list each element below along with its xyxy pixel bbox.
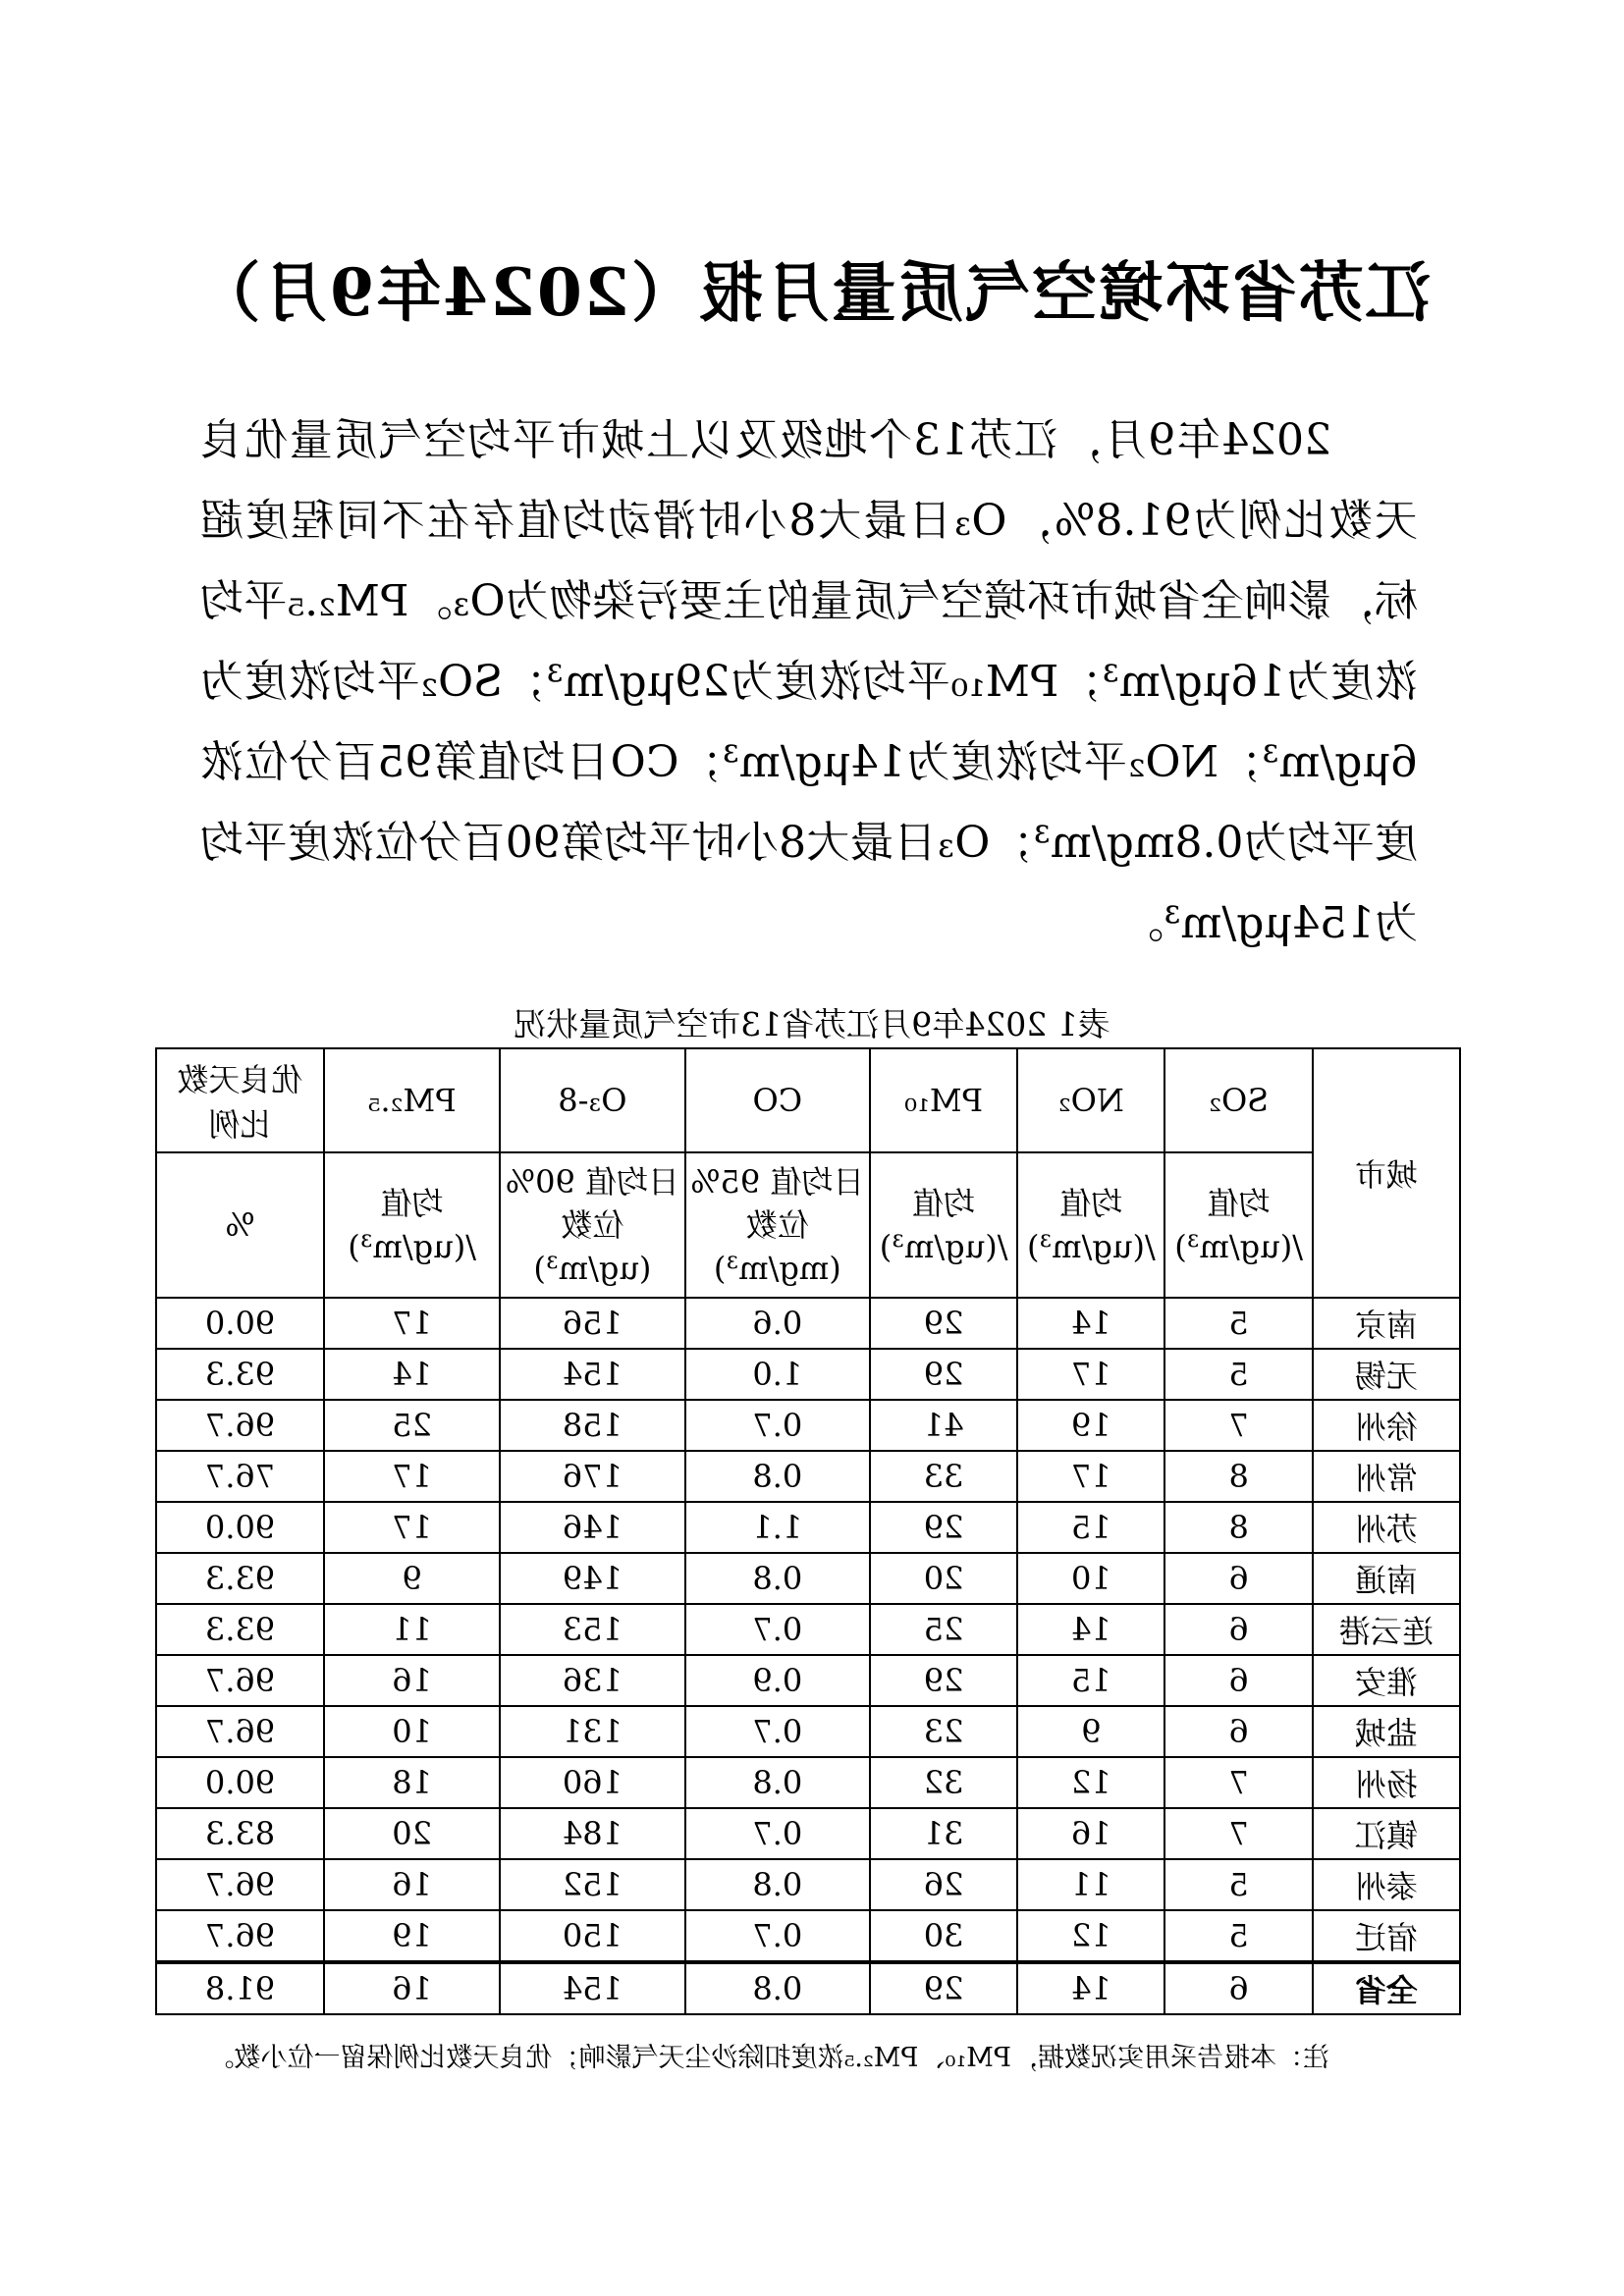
value-cell: 14 <box>324 1349 500 1400</box>
value-cell: 0.8 <box>685 1859 870 1910</box>
table-row <box>156 1604 1460 1655</box>
value-cell: 0.8 <box>685 1962 870 2014</box>
value-cell: 10 <box>1017 1553 1164 1604</box>
value-cell: 0.8 <box>685 1451 870 1502</box>
value-cell: 15 <box>1017 1655 1164 1706</box>
city-cell: 连云港 <box>1313 1604 1460 1655</box>
value-cell: 29 <box>870 1655 1017 1706</box>
report-title: 江苏省环境空气质量月报（2024年9月） <box>193 254 1431 331</box>
value-cell: 26 <box>870 1859 1017 1910</box>
value-cell: 6 <box>1165 1553 1313 1604</box>
value-cell: 12 <box>1017 1910 1164 1962</box>
value-cell: 10 <box>324 1706 500 1757</box>
value-cell: 32 <box>870 1757 1017 1808</box>
table-row <box>156 1451 1460 1502</box>
table-row <box>156 1502 1460 1553</box>
value-cell: 5 <box>1165 1349 1313 1400</box>
city-cell: 淮安 <box>1313 1655 1460 1706</box>
value-cell: 8 <box>1165 1502 1313 1553</box>
value-cell: 76.7 <box>156 1451 324 1502</box>
value-cell: 31 <box>870 1808 1017 1859</box>
summary-paragraph: 2024年9月，江苏13个地级及以上城市平均空气质量优良天数比例为91.8%，O₃日最大8小时滑动均值存在不同程度超标，影响全省城市环境空气质量的主要污染物为O₃。PM₂.₅平均浓度为16μg/m³；PM₁₀平均浓度为29μg/m³；SO₂平均浓度为6μg/m³；NO₂平均浓度为14μg/m³；CO日均值第95百分位浓度平均为0.8mg/m³；O₃日最大8小时平均第90百分位浓度平均为154μg/m³。 <box>200 415 1418 948</box>
header-pm10: PM₁₀ <box>870 1048 1017 1152</box>
city-cell: 无锡 <box>1313 1349 1460 1400</box>
value-cell: 7 <box>1165 1400 1313 1451</box>
value-cell: 16 <box>324 1962 500 2014</box>
value-cell: 146 <box>500 1502 684 1553</box>
value-cell: 14 <box>1017 1604 1164 1655</box>
value-cell: 6 <box>1165 1962 1313 2014</box>
city-cell: 扬州 <box>1313 1757 1460 1808</box>
table-row <box>156 1962 1460 2014</box>
city-cell: 镇江 <box>1313 1808 1460 1859</box>
value-cell: 18 <box>324 1757 500 1808</box>
air-quality-table <box>155 1047 1461 2015</box>
value-cell: 91.8 <box>156 1962 324 2014</box>
value-cell: 93.3 <box>156 1553 324 1604</box>
table-row <box>156 1349 1460 1400</box>
value-cell: 25 <box>324 1400 500 1451</box>
value-cell: 90.0 <box>156 1298 324 1349</box>
table-row <box>156 1553 1460 1604</box>
city-cell: 南通 <box>1313 1553 1460 1604</box>
value-cell: 176 <box>500 1451 684 1502</box>
city-cell: 徐州 <box>1313 1400 1460 1451</box>
value-cell: 11 <box>324 1604 500 1655</box>
table-row <box>156 1808 1460 1859</box>
city-cell: 泰州 <box>1313 1859 1460 1910</box>
value-cell: 7 <box>1165 1808 1313 1859</box>
value-cell: 93.3 <box>156 1604 324 1655</box>
value-cell: 5 <box>1165 1298 1313 1349</box>
header-co: CO <box>685 1048 870 1152</box>
value-cell: 0.7 <box>685 1604 870 1655</box>
value-cell: 11 <box>1017 1859 1164 1910</box>
value-cell: 14 <box>1017 1962 1164 2014</box>
subheader-no2: 均值 /(ug/m³) <box>1017 1152 1164 1298</box>
value-cell: 29 <box>870 1349 1017 1400</box>
value-cell: 0.6 <box>685 1298 870 1349</box>
value-cell: 96.7 <box>156 1859 324 1910</box>
value-cell: 25 <box>870 1604 1017 1655</box>
header-so2: SO₂ <box>1165 1048 1313 1152</box>
value-cell: 96.7 <box>156 1706 324 1757</box>
value-cell: 149 <box>500 1553 684 1604</box>
value-cell: 15 <box>1017 1502 1164 1553</box>
value-cell: 29 <box>870 1962 1017 2014</box>
value-cell: 154 <box>500 1349 684 1400</box>
table-row <box>156 1655 1460 1706</box>
subheader-o3-8: 日均值 90%位数 (ug/m³) <box>500 1152 684 1298</box>
value-cell: 6 <box>1165 1604 1313 1655</box>
table-row <box>156 1859 1460 1910</box>
header-pm25: PM₂.₅ <box>324 1048 500 1152</box>
value-cell: 29 <box>870 1502 1017 1553</box>
value-cell: 20 <box>324 1808 500 1859</box>
value-cell: 0.7 <box>685 1400 870 1451</box>
table-body <box>156 1298 1460 2014</box>
value-cell: 12 <box>1017 1757 1164 1808</box>
value-cell: 150 <box>500 1910 684 1962</box>
value-cell: 17 <box>1017 1451 1164 1502</box>
value-cell: 17 <box>324 1298 500 1349</box>
subheader-good-days: % <box>156 1152 324 1298</box>
value-cell: 16 <box>324 1655 500 1706</box>
value-cell: 154 <box>500 1962 684 2014</box>
value-cell: 96.7 <box>156 1655 324 1706</box>
city-cell: 全省 <box>1313 1962 1460 2014</box>
value-cell: 83.3 <box>156 1808 324 1859</box>
value-cell: 29 <box>870 1298 1017 1349</box>
value-cell: 1.0 <box>685 1349 870 1400</box>
value-cell: 9 <box>1017 1706 1164 1757</box>
value-cell: 41 <box>870 1400 1017 1451</box>
value-cell: 152 <box>500 1859 684 1910</box>
value-cell: 153 <box>500 1604 684 1655</box>
value-cell: 184 <box>500 1808 684 1859</box>
table-row <box>156 1400 1460 1451</box>
header-o3-8: O₃-8 <box>500 1048 684 1152</box>
value-cell: 0.7 <box>685 1808 870 1859</box>
value-cell: 6 <box>1165 1706 1313 1757</box>
value-cell: 8 <box>1165 1451 1313 1502</box>
table-caption: 表1 2024年9月江苏省13市空气质量状况 <box>514 1005 1110 1043</box>
value-cell: 9 <box>324 1553 500 1604</box>
city-cell: 宿迁 <box>1313 1910 1460 1962</box>
value-cell: 0.8 <box>685 1757 870 1808</box>
subheader-pm25: 均值 /(ug/m³) <box>324 1152 500 1298</box>
value-cell: 16 <box>324 1859 500 1910</box>
table-row <box>156 1706 1460 1757</box>
table-row <box>156 1298 1460 1349</box>
header-city: 城市 <box>1313 1048 1460 1298</box>
value-cell: 20 <box>870 1553 1017 1604</box>
value-cell: 30 <box>870 1910 1017 1962</box>
city-cell: 常州 <box>1313 1451 1460 1502</box>
value-cell: 17 <box>324 1502 500 1553</box>
value-cell: 158 <box>500 1400 684 1451</box>
city-cell: 盐城 <box>1313 1706 1460 1757</box>
value-cell: 136 <box>500 1655 684 1706</box>
value-cell: 6 <box>1165 1655 1313 1706</box>
header-good-days: 优良天数 比例 <box>156 1048 324 1152</box>
value-cell: 131 <box>500 1706 684 1757</box>
value-cell: 0.8 <box>685 1553 870 1604</box>
value-cell: 1.1 <box>685 1502 870 1553</box>
value-cell: 19 <box>324 1910 500 1962</box>
subheader-co: 日均值 95%位数 (mg/m³) <box>685 1152 870 1298</box>
city-cell: 南京 <box>1313 1298 1460 1349</box>
value-cell: 17 <box>1017 1349 1164 1400</box>
value-cell: 5 <box>1165 1910 1313 1962</box>
value-cell: 93.3 <box>156 1349 324 1400</box>
value-cell: 0.7 <box>685 1706 870 1757</box>
value-cell: 0.9 <box>685 1655 870 1706</box>
value-cell: 160 <box>500 1757 684 1808</box>
table-row <box>156 1910 1460 1962</box>
value-cell: 17 <box>324 1451 500 1502</box>
value-cell: 0.7 <box>685 1910 870 1962</box>
city-cell: 苏州 <box>1313 1502 1460 1553</box>
value-cell: 19 <box>1017 1400 1164 1451</box>
value-cell: 5 <box>1165 1859 1313 1910</box>
header-no2: NO₂ <box>1017 1048 1164 1152</box>
value-cell: 16 <box>1017 1808 1164 1859</box>
value-cell: 7 <box>1165 1757 1313 1808</box>
subheader-pm10: 均值 /(ug/m³) <box>870 1152 1017 1298</box>
value-cell: 96.7 <box>156 1910 324 1962</box>
value-cell: 96.7 <box>156 1400 324 1451</box>
table-note: 注：本报告采用实况数据，PM₁₀、PM₂.₅浓度扣除沙尘天气影响；优良天数比例保留一位小数。 <box>207 2043 1329 2073</box>
value-cell: 156 <box>500 1298 684 1349</box>
value-cell: 33 <box>870 1451 1017 1502</box>
value-cell: 90.0 <box>156 1502 324 1553</box>
table-row <box>156 1757 1460 1808</box>
subheader-so2: 均值 /(ug/m³) <box>1165 1152 1313 1298</box>
value-cell: 23 <box>870 1706 1017 1757</box>
value-cell: 90.0 <box>156 1757 324 1808</box>
value-cell: 14 <box>1017 1298 1164 1349</box>
